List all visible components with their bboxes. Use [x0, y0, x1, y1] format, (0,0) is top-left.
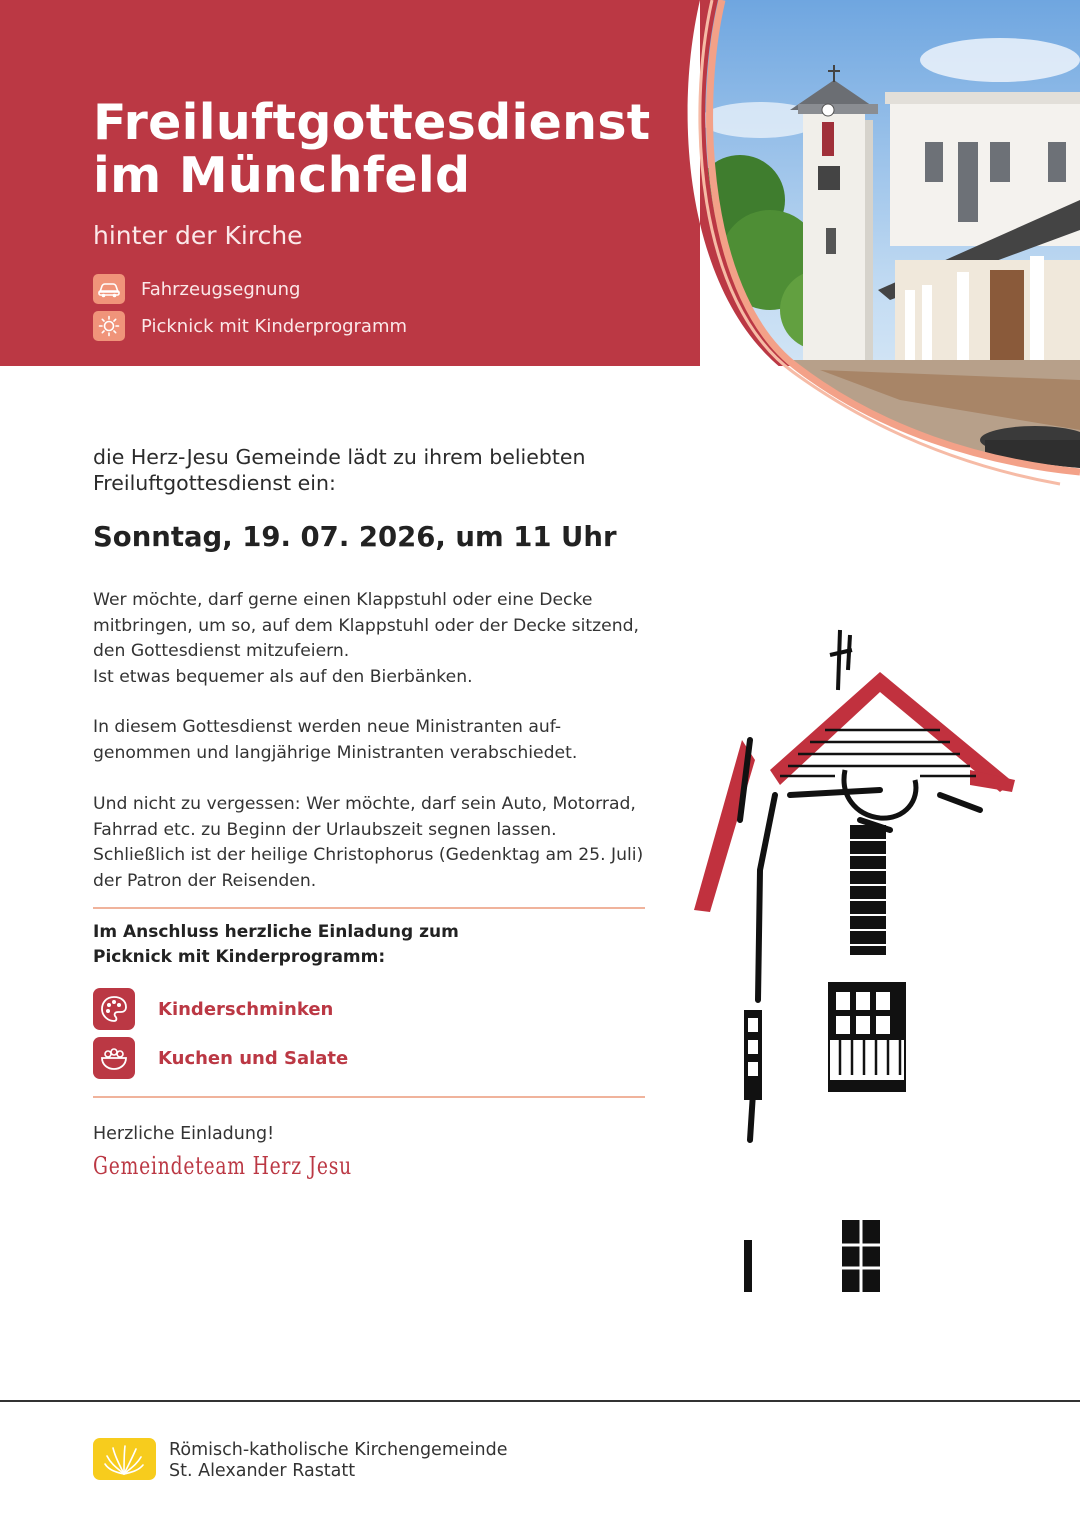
- sun-icon: [93, 311, 125, 341]
- feature-label: Picknick mit Kinderprogramm: [141, 315, 408, 337]
- intro-text: die Herz-Jesu Gemeinde lädt zu ihrem beliebten Freiluftgottesdienst ein:: [93, 445, 586, 495]
- feature-label: Fahrzeugsegnung: [141, 278, 301, 300]
- face-paint-palette-icon: [93, 988, 135, 1030]
- paragraph-ministrants: In diesem Gottesdienst werden neue Ministranten auf- genommen und langjährige Ministranten verabschiedet.: [93, 717, 578, 763]
- page-title: [93, 96, 651, 202]
- subtitle: hinter der Kirche: [93, 221, 303, 250]
- feature-vehicle-blessing: [93, 274, 300, 304]
- title-line-1: Freiluftgottesdienst: [93, 94, 651, 151]
- org-line-2: St. Alexander Rastatt: [169, 1461, 356, 1481]
- signature: Gemeindeteam Herz Jesu: [93, 1152, 353, 1180]
- program-item-face-paint: [93, 988, 333, 1030]
- salad-bowl-icon: [93, 1037, 135, 1079]
- greeting: Herzliche Einladung!: [93, 1124, 275, 1144]
- feature-picnic: [93, 311, 407, 341]
- paragraph-chairs: Wer möchte, darf gerne einen Klappstuhl oder eine Decke mitbringen, um so, auf dem Klappstuhl oder der Decke sitzend, den Gottesdienst mitzufeiern. Ist etwas bequemer als auf den Bierbänken.: [93, 590, 639, 687]
- picnic-invite-heading: [93, 920, 593, 970]
- parish-logo-icon: [93, 1438, 156, 1480]
- program-item-cake-salad: [93, 1037, 348, 1079]
- program-item-label: Kuchen und Salate: [158, 1047, 349, 1069]
- invite-line-2: Picknick mit Kinderprogramm:: [93, 947, 386, 967]
- footer-divider: [0, 1400, 1080, 1402]
- event-date: Sonntag, 19. 07. 2026, um 11 Uhr: [93, 521, 617, 553]
- title-line-2: im Münchfeld: [93, 147, 471, 204]
- org-line-1: Römisch-katholische Kirchengemeinde: [169, 1440, 508, 1460]
- program-item-label: Kinderschminken: [158, 998, 334, 1020]
- divider: [93, 907, 645, 909]
- invite-line-1: Im Anschluss herzliche Einladung zum: [93, 922, 459, 942]
- paragraph-blessing: Und nicht zu vergessen: Wer möchte, darf sein Auto, Motorrad, Fahrrad etc. zu Beginn der Urlaubszeit segnen lassen. Schließlich ist der heilige Christophorus (Gedenktag am 25. Juli) der Patron der Reisenden.: [93, 794, 644, 891]
- church-tower-sketch: [680, 620, 1030, 1300]
- car-icon: [93, 274, 125, 304]
- header-banner: [0, 0, 1080, 366]
- divider: [93, 1096, 645, 1098]
- organization-name: [169, 1440, 507, 1482]
